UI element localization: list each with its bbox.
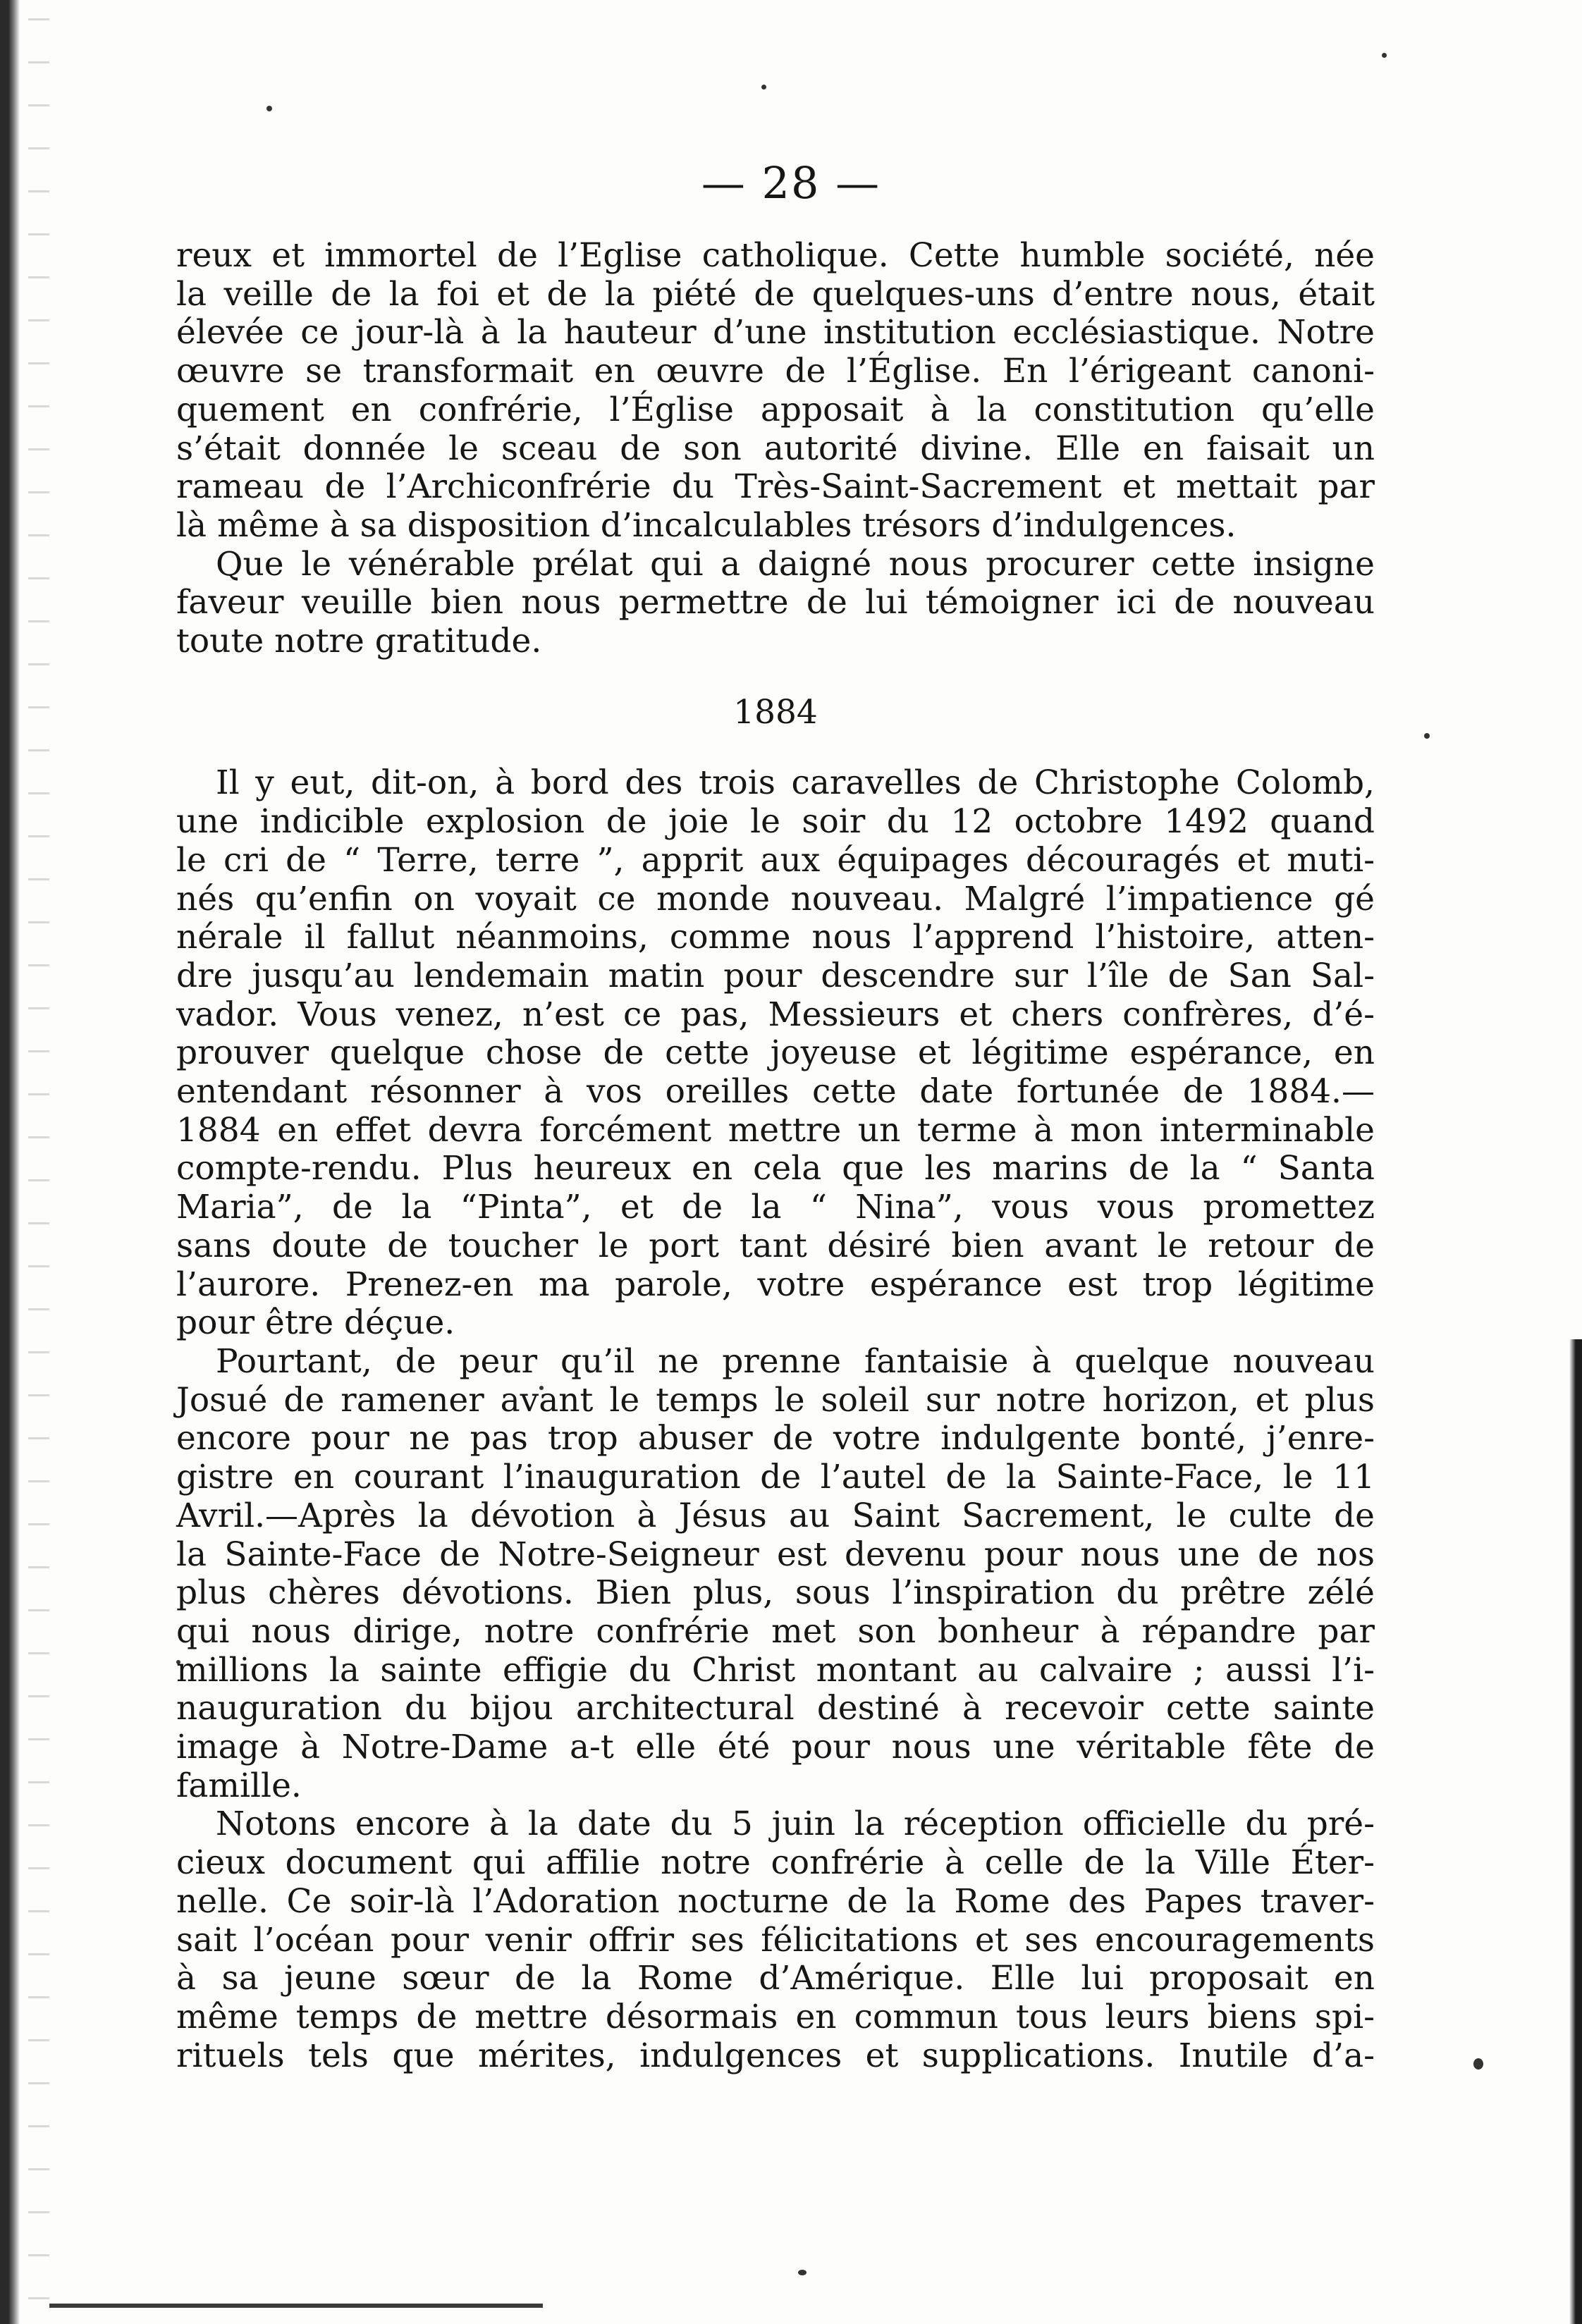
paragraph xyxy=(176,237,1375,546)
text-line: le cri de “ Terre, terre ”, apprit aux équipages découragés et muti- xyxy=(176,840,1375,880)
text-line: Pourtant, de peur qu’il ne prenne fantaisie à quelque nouveau xyxy=(216,1341,1375,1381)
text-line: même temps de mettre désormais en commun tous leurs biens spi- xyxy=(176,1997,1375,2036)
text-line: millions la sainte effigie du Christ montant au calvaire ; aussi l’i- xyxy=(176,1650,1375,1690)
text-line: rituels tels que mérites, indulgences et supplications. Inutile d’a- xyxy=(176,2036,1375,2075)
text-line: entendant résonner à vos oreilles cette date fortunée de 1884.— xyxy=(176,1072,1375,1112)
text-line: la Sainte-Face de Notre-Seigneur est devenu pour nous une de nos xyxy=(176,1535,1375,1574)
paragraph xyxy=(176,1805,1375,2075)
text-line: image à Notre-Dame a-t elle été pour nous une véritable fête de xyxy=(176,1728,1375,1767)
text-line: Notons encore à la date du 5 juin la réception officielle du pré- xyxy=(216,1805,1375,1844)
body-text xyxy=(176,237,1375,2075)
scan-speck xyxy=(1382,53,1387,58)
text-line: vador. Vous venez, n’est ce pas, Messieurs et chers confrères, d’é- xyxy=(176,995,1375,1034)
text-line: nés qu’enfin on voyait ce monde nouveau. Malgré l’impatience gé xyxy=(176,879,1375,918)
text-line: élevée ce jour-là à la hauteur d’une institution ecclésiastique. Notre xyxy=(176,313,1375,352)
text-line: s’était donnée le sceau de son autorité divine. Elle en faisait un xyxy=(176,429,1375,468)
text-line: Que le vénérable prélat qui a daigné nous procurer cette insigne xyxy=(216,544,1375,584)
text-line: rameau de l’Archiconfrérie du Très-Saint-Sacrement et mettait par xyxy=(176,467,1375,507)
section-heading: 1884 xyxy=(733,692,818,732)
text-line: nauguration du bijou architectural destiné à recevoir cette sainte xyxy=(176,1689,1375,1728)
paragraph xyxy=(176,1343,1375,1805)
text-line: encore pour ne pas trop abuser de votre indulgente bonté, j’enre- xyxy=(176,1419,1375,1458)
page-number: — 28 — xyxy=(701,157,881,209)
text-line: plus chères dévotions. Bien plus, sous l’inspiration du prêtre zélé xyxy=(176,1573,1375,1613)
text-line: quement en confrérie, l’Église apposait à la constitution qu’elle xyxy=(176,390,1375,429)
text-line: famille. xyxy=(176,1766,302,1805)
text-line: gistre en courant l’inauguration de l’autel de la Sainte-Face, le 11 xyxy=(176,1458,1375,1497)
text-line: dre jusqu’au lendemain matin pour descendre sur l’île de San Sal- xyxy=(176,956,1375,995)
text-line: Josué de ramener avant le temps le soleil sur notre horizon, et plus xyxy=(176,1380,1375,1420)
text-line: là même à sa disposition d’incalculables trésors d’indulgences. xyxy=(176,505,1237,545)
text-line: compte-rendu. Plus heureux en cela que les marins de la “ Santa xyxy=(176,1149,1375,1188)
text-line: cieux document qui affilie notre confrérie à celle de la Ville Éter- xyxy=(176,1843,1375,1883)
text-line: toute notre gratitude. xyxy=(176,622,542,661)
text-line: Avril.—Après la dévotion à Jésus au Saint Sacrement, le culte de xyxy=(176,1496,1375,1535)
scan-speck xyxy=(761,85,766,90)
scan-bottom-mark xyxy=(49,2304,543,2308)
text-line: prouver quelque chose de cette joyeuse et légitime espérance, en xyxy=(176,1033,1375,1073)
text-line: à sa jeune sœur de la Rome d’Amérique. Elle lui proposait en xyxy=(176,1959,1375,1998)
text-line: faveur veuille bien nous permettre de lui témoigner ici de nouveau xyxy=(176,583,1375,622)
scan-speck xyxy=(1473,2058,1483,2070)
paragraph xyxy=(176,764,1375,1343)
paragraph xyxy=(176,546,1375,661)
scan-margin-speckle xyxy=(28,0,49,2324)
text-line: une indicible explosion de joie le soir du 12 octobre 1492 quand xyxy=(176,802,1375,842)
text-line: œuvre se transformait en œuvre de l’Église. En l’érigeant canoni- xyxy=(176,352,1375,391)
scan-speck xyxy=(798,2270,807,2275)
scan-right-shadow xyxy=(1569,1339,1582,2324)
text-line: sans doute de toucher le port tant désiré bien avant le retour de xyxy=(176,1226,1375,1265)
text-line: Maria”, de la “Pinta”, et de la “ Nina”, vous vous promettez xyxy=(176,1188,1375,1227)
text-line: l’aurore. Prenez-en ma parole, votre espérance est trop légitime xyxy=(176,1265,1375,1304)
text-line: Il y eut, dit-on, à bord des trois caravelles de Christophe Colomb, xyxy=(216,763,1375,803)
text-line: sait l’océan pour venir offrir ses félicitations et ses encouragements xyxy=(176,1920,1375,1960)
text-line: nelle. Ce soir-là l’Adoration nocturne de la Rome des Papes traver- xyxy=(176,1881,1375,1921)
text-line: reux et immortel de l’Eglise catholique. Cette humble société, née xyxy=(176,236,1375,275)
scan-speck xyxy=(1424,733,1430,739)
text-line: 1884 en effet devra forcément mettre un terme à mon interminable xyxy=(176,1110,1375,1150)
text-line: qui nous dirige, notre confrérie met son bonheur à répandre par xyxy=(176,1611,1375,1651)
text-line: la veille de la foi et de la piété de quelques-uns d’entre nous, était xyxy=(176,274,1375,314)
text-line: pour être déçue. xyxy=(176,1303,455,1343)
text-line: nérale il fallut néanmoins, comme nous l’apprend l’histoire, atten- xyxy=(176,918,1375,957)
scan-binding-shadow xyxy=(0,0,20,2324)
scan-speck xyxy=(266,106,272,111)
